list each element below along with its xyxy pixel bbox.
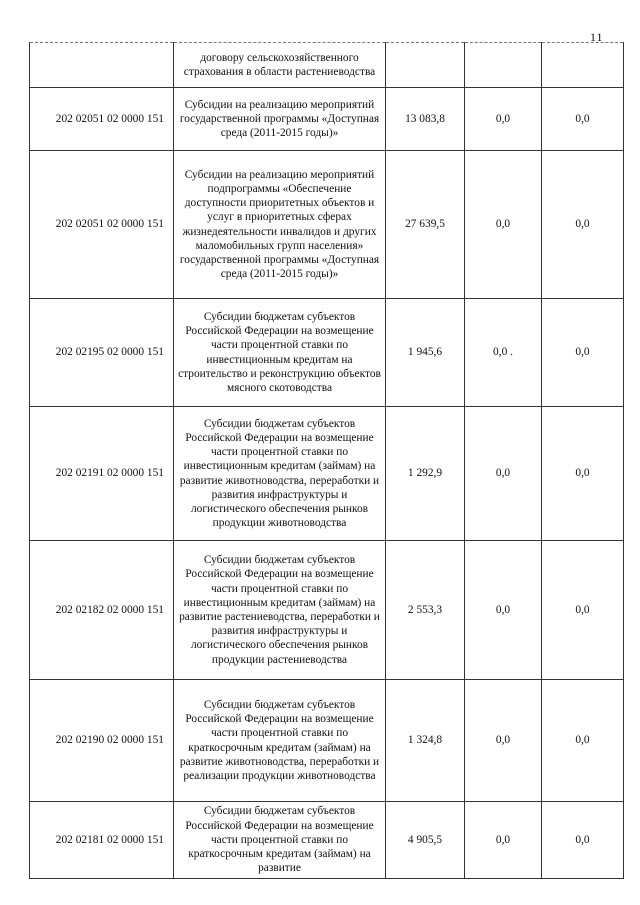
row-value-1: 13 083,8: [386, 88, 465, 151]
table-row: [30, 541, 624, 680]
row-value-3: 0,0: [542, 541, 624, 680]
row-name: Субсидии на реализацию мероприятий государственной программы «Доступная среда (2011-2015 годы)»: [174, 88, 386, 151]
table-row: [30, 299, 624, 407]
row-value-1: 1 945,6: [386, 299, 465, 407]
row-value-3: [542, 43, 624, 88]
row-value-2: 0,0: [465, 541, 542, 680]
row-name: договору сельскохозяйственного страхования в области растениеводства: [174, 43, 386, 88]
row-code: 202 02051 02 0000 151: [30, 151, 174, 299]
row-name: Субсидии бюджетам субъектов Российской Федерации на возмещение части процентной ставки по инвестиционным кредитам на строительство и реконструкцию объектов мясного скотоводства: [174, 299, 386, 407]
row-value-1: 2 553,3: [386, 541, 465, 680]
row-code: 202 02190 02 0000 151: [30, 680, 174, 802]
row-name: Субсидии бюджетам субъектов Российской Федерации на возмещение части процентной ставки по краткосрочным кредитам (займам) на развитие: [174, 802, 386, 879]
row-value-2: [465, 43, 542, 88]
row-value-2: 0,0: [465, 151, 542, 299]
budget-table: [29, 42, 624, 879]
row-value-3: 0,0: [542, 151, 624, 299]
row-value-3: 0,0: [542, 299, 624, 407]
row-name: Субсидии бюджетам субъектов Российской Федерации на возмещение части процентной ставки по инвестиционным кредитам (займам) на развитие животноводства, переработки и развития инфраструктуры и логистического обеспечения рынков продукции животноводства: [174, 407, 386, 541]
row-value-1: 4 905,5: [386, 802, 465, 879]
row-value-2: 0,0: [465, 802, 542, 879]
table-row: [30, 407, 624, 541]
row-value-2: 0,0: [465, 407, 542, 541]
row-value-1: 27 639,5: [386, 151, 465, 299]
row-value-3: 0,0: [542, 407, 624, 541]
row-code: 202 02051 02 0000 151: [30, 88, 174, 151]
table-row: [30, 151, 624, 299]
row-name: Субсидии бюджетам субъектов Российской Федерации на возмещение части процентной ставки по инвестиционным кредитам (займам) на развитие растениеводства, переработки и развития инфраструктуры и логистического обеспечения рынков продукции растениеводства: [174, 541, 386, 680]
row-value-2: 0,0 .: [465, 299, 542, 407]
row-value-2: 0,0: [465, 88, 542, 151]
table-row: [30, 43, 624, 88]
row-code: 202 02182 02 0000 151: [30, 541, 174, 680]
row-code: 202 02191 02 0000 151: [30, 407, 174, 541]
row-value-3: 0,0: [542, 88, 624, 151]
table-row: [30, 680, 624, 802]
table-row: [30, 802, 624, 879]
row-code: [30, 43, 174, 88]
row-code: 202 02195 02 0000 151: [30, 299, 174, 407]
row-value-3: 0,0: [542, 680, 624, 802]
row-value-1: 1 324,8: [386, 680, 465, 802]
row-name: Субсидии бюджетам субъектов Российской Федерации на возмещение части процентной ставки по краткосрочным кредитам (займам) на развитие животноводства, переработки и реализации продукции животноводства: [174, 680, 386, 802]
row-value-3: 0,0: [542, 802, 624, 879]
row-name: Субсидии на реализацию мероприятий подпрограммы «Обеспечение доступности приоритетных объектов и услуг в приоритетных сферах жизнедеятельности инвалидов и других маломобильных групп населения» государственной программы «Доступная среда (2011-2015 годы)»: [174, 151, 386, 299]
table-row: [30, 88, 624, 151]
row-code: 202 02181 02 0000 151: [30, 802, 174, 879]
row-value-2: 0,0: [465, 680, 542, 802]
row-value-1: 1 292,9: [386, 407, 465, 541]
page-number: 11: [590, 30, 604, 44]
row-value-1: [386, 43, 465, 88]
